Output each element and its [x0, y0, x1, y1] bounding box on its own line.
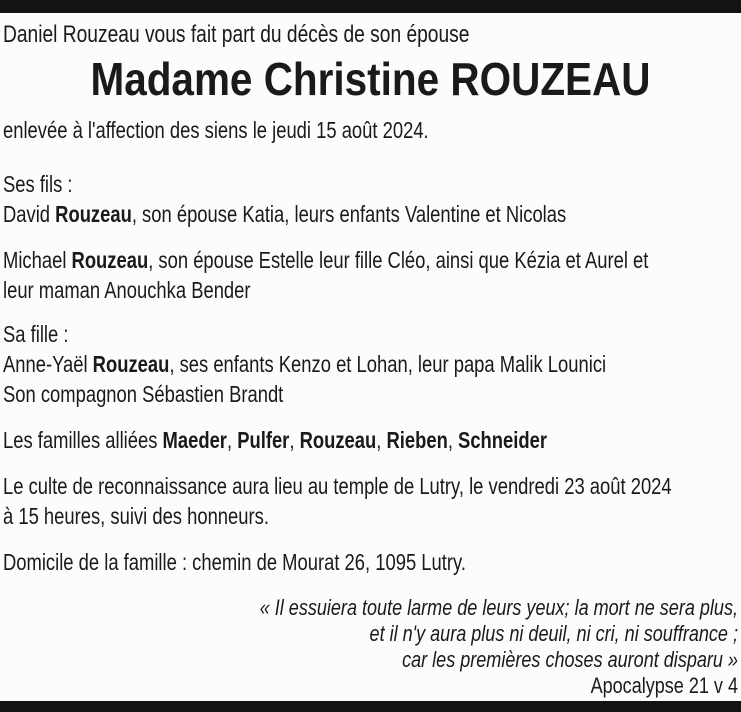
ceremony-line1: Le culte de reconnaissance aura lieu au temple de Lutry, le vendredi 23 août 2024: [3, 473, 672, 499]
companion-line: Son compagnon Sébastien Brandt: [3, 381, 284, 407]
sons-label: Ses fils :: [3, 171, 73, 197]
quote-line1: « Il essuiera toute larme de leurs yeux; la mort ne sera plus,: [259, 595, 738, 620]
daughter-surname: Rouzeau: [92, 351, 170, 377]
scripture-quote: [135, 595, 738, 699]
domicile-line: Domicile de la famille : chemin de Mourat 26, 1095 Lutry.: [3, 549, 466, 575]
family-name-schneider: Schneider: [458, 427, 548, 453]
quote-line3: car les premières choses auront disparu »: [402, 647, 738, 672]
sons-block: [3, 169, 591, 229]
intro-line: [3, 19, 591, 51]
family-sep: ,: [447, 427, 459, 453]
quote-line2: et il n'y aura plus ni deuil, ni cri, ni souffrance ;: [369, 621, 738, 646]
son-michael-block: [3, 245, 649, 305]
bottom-black-bar: [0, 701, 741, 712]
ceremony-block: [3, 471, 672, 531]
family-name-rieben: Rieben: [386, 427, 448, 453]
daughter-block: [3, 319, 607, 409]
quote-reference: Apocalypse 21 v 4: [590, 673, 738, 698]
family-sep: ,: [376, 427, 387, 453]
allied-families-prefix: Les familles alliées: [3, 427, 163, 453]
son-michael-surname: Rouzeau: [71, 247, 149, 273]
son-michael-family-text-line1: , son épouse Estelle leur fille Cléo, ainsi que Kézia et Aurel et: [148, 247, 649, 273]
family-name-maeder: Maeder: [162, 427, 227, 453]
intro-text: Daniel Rouzeau vous fait part du décès de son épouse: [3, 21, 470, 48]
family-sep: ,: [289, 427, 300, 453]
top-black-bar: [0, 0, 741, 13]
son-michael-family-text-line2: leur maman Anouchka Bender: [3, 277, 251, 303]
son-michael-first-name: Michael: [3, 247, 72, 273]
daughter-label: Sa fille :: [3, 321, 69, 347]
daughter-family-text: , ses enfants Kenzo et Lohan, leur papa Malik Lounici: [169, 351, 607, 377]
family-name-pulfer: Pulfer: [237, 427, 290, 453]
family-sep: ,: [226, 427, 238, 453]
son-david-first-name: David: [3, 201, 56, 227]
ceremony-line2: à 15 heures, suivi des honneurs.: [3, 503, 269, 529]
family-name-rouzeau: Rouzeau: [299, 427, 377, 453]
son-david-family-text: , son épouse Katia, leurs enfants Valentine et Nicolas: [131, 201, 567, 227]
death-notice: [0, 13, 741, 699]
deceased-name-title: Madame Christine ROUZEAU: [90, 53, 651, 105]
death-date-line: enlevée à l'affection des siens le jeudi 15 août 2024.: [3, 117, 429, 143]
daughter-first-name: Anne-Yaël: [3, 351, 93, 377]
allied-families-line: [3, 425, 591, 455]
son-david-surname: Rouzeau: [55, 201, 132, 227]
